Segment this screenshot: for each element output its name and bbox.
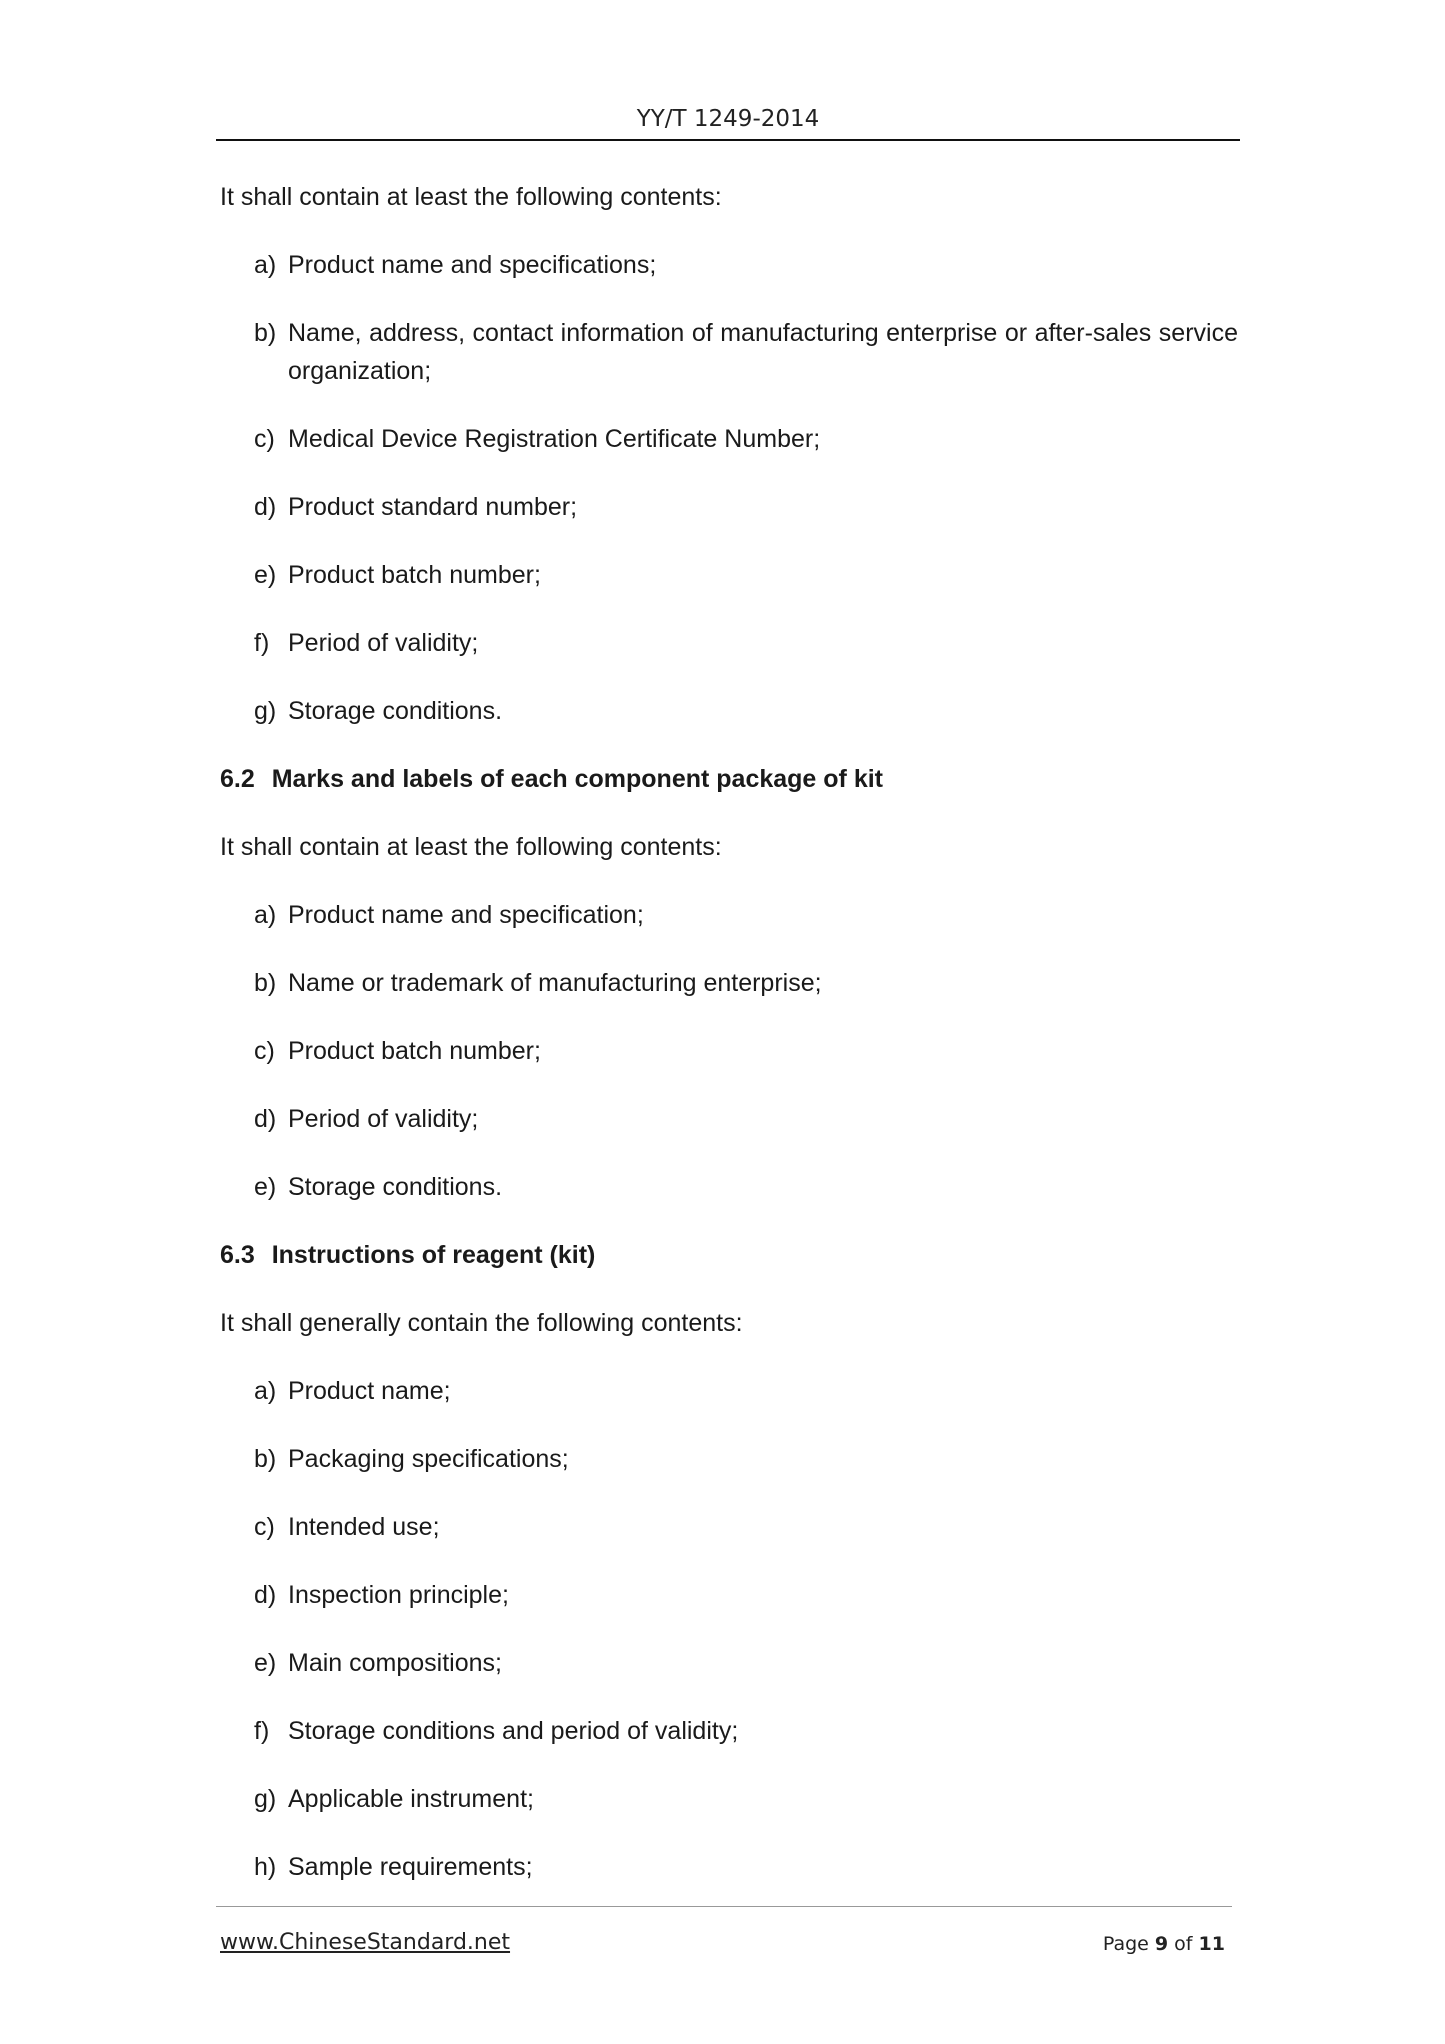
- list-item: [220, 1100, 1238, 1138]
- list-text: Storage conditions and period of validity;: [288, 1717, 739, 1745]
- list-marker: g): [254, 697, 277, 725]
- list-marker: f): [254, 629, 270, 657]
- list-text: Sample requirements;: [288, 1853, 533, 1881]
- list-item: [220, 692, 1238, 730]
- list-text: Storage conditions.: [288, 1173, 503, 1201]
- list-text: Main compositions;: [288, 1649, 502, 1677]
- list-item: [220, 1576, 1238, 1614]
- list-marker: b): [254, 969, 277, 997]
- list-item: [220, 556, 1238, 594]
- list-text: Name, address, contact information of manufacturing enterprise or after-sales service organization;: [288, 319, 1238, 385]
- page-current: 9: [1154, 1933, 1169, 1955]
- list-marker: g): [254, 1785, 277, 1813]
- list-marker: e): [254, 561, 277, 589]
- contents-list-3: [220, 1372, 1238, 1886]
- section-number: 6.3: [220, 1241, 255, 1269]
- list-item: [220, 246, 1238, 284]
- list-item: [220, 420, 1238, 458]
- list-item: [220, 1780, 1238, 1818]
- list-text: Name or trademark of manufacturing enterprise;: [288, 969, 822, 997]
- intro-paragraph-3: It shall generally contain the following contents:: [220, 1309, 743, 1337]
- document-body: [220, 178, 1238, 1916]
- list-marker: c): [254, 1513, 275, 1541]
- list-marker: a): [254, 1377, 277, 1405]
- list-item: [220, 624, 1238, 662]
- list-text: Packaging specifications;: [288, 1445, 569, 1473]
- list-text: Applicable instrument;: [288, 1785, 534, 1813]
- list-item: [220, 1644, 1238, 1682]
- list-item: [220, 896, 1238, 934]
- list-text: Product standard number;: [288, 493, 578, 521]
- section-heading-6-2: [220, 760, 1238, 798]
- list-marker: c): [254, 425, 275, 453]
- footer-divider: [216, 1906, 1232, 1907]
- intro-paragraph-2: It shall contain at least the following contents:: [220, 833, 722, 861]
- list-marker: h): [254, 1853, 277, 1881]
- contents-list-2: [220, 896, 1238, 1206]
- contents-list-1: [220, 246, 1238, 730]
- document-code-header: YY/T 1249-2014: [636, 106, 820, 132]
- list-item: [220, 1712, 1238, 1750]
- list-marker: d): [254, 1581, 277, 1609]
- section-title: Instructions of reagent (kit): [271, 1241, 596, 1269]
- list-text: Product batch number;: [288, 561, 541, 589]
- list-text: Period of validity;: [288, 629, 479, 657]
- list-marker: e): [254, 1649, 277, 1677]
- header-divider: [216, 139, 1240, 141]
- list-marker: c): [254, 1037, 275, 1065]
- list-item: [220, 1508, 1238, 1546]
- list-text: Product name and specification;: [288, 901, 644, 929]
- list-text: Period of validity;: [288, 1105, 479, 1133]
- list-text: Inspection principle;: [288, 1581, 509, 1609]
- list-item: [220, 314, 1238, 390]
- page-number: [1103, 1933, 1225, 1955]
- intro-paragraph-1: It shall contain at least the following contents:: [220, 183, 722, 211]
- list-marker: d): [254, 1105, 277, 1133]
- list-item: [220, 488, 1238, 526]
- page-of-label: of: [1174, 1933, 1193, 1955]
- section-number: 6.2: [220, 765, 255, 793]
- list-item: [220, 1848, 1238, 1886]
- list-marker: b): [254, 319, 277, 347]
- page-total: 11: [1198, 1933, 1225, 1955]
- list-marker: e): [254, 1173, 277, 1201]
- page-label: Page: [1102, 1933, 1149, 1955]
- list-text: Product batch number;: [288, 1037, 541, 1065]
- list-item: [220, 1168, 1238, 1206]
- list-item: [220, 1440, 1238, 1478]
- list-marker: b): [254, 1445, 277, 1473]
- website-link[interactable]: www.ChineseStandard.net: [220, 1930, 511, 1955]
- section-title: Marks and labels of each component package of kit: [271, 765, 883, 793]
- list-text: Product name and specifications;: [288, 251, 657, 279]
- list-text: Product name;: [288, 1377, 451, 1405]
- list-item: [220, 964, 1238, 1002]
- list-text: Storage conditions.: [288, 697, 503, 725]
- list-marker: d): [254, 493, 277, 521]
- list-text: Intended use;: [288, 1513, 440, 1541]
- list-marker: f): [254, 1717, 270, 1745]
- list-marker: a): [254, 251, 277, 279]
- list-marker: a): [254, 901, 277, 929]
- list-item: [220, 1032, 1238, 1070]
- list-item: [220, 1372, 1238, 1410]
- section-heading-6-3: [220, 1236, 1238, 1274]
- list-text: Medical Device Registration Certificate Number;: [288, 425, 821, 453]
